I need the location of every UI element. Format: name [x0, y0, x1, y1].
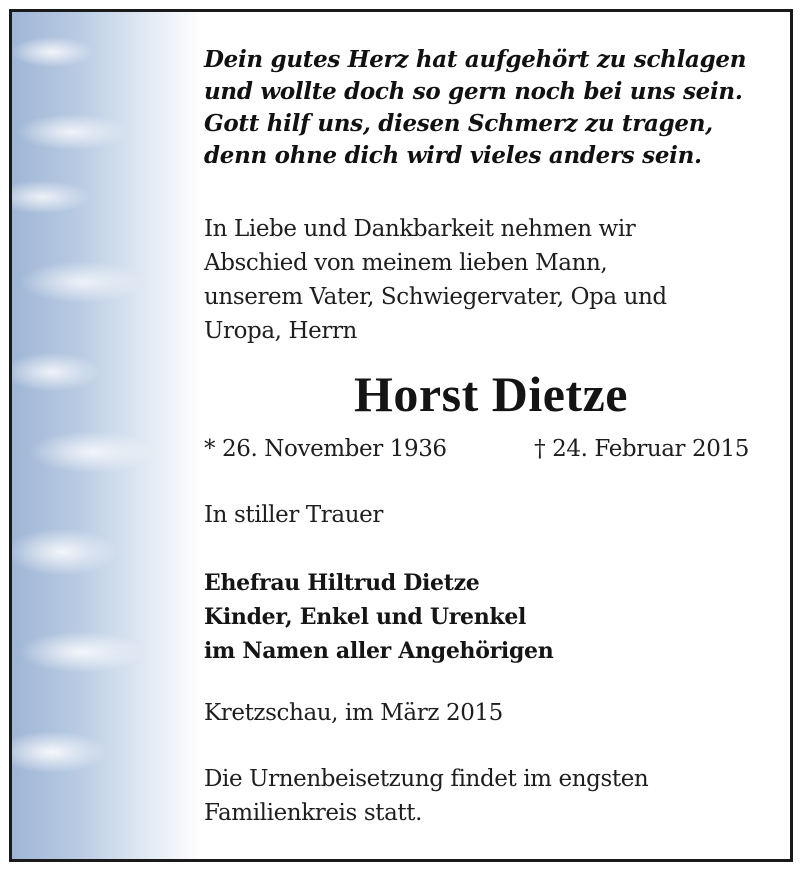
sky-background-image — [12, 12, 202, 859]
burial-line: Familienkreis statt. — [204, 800, 422, 826]
burial-line: Die Urnenbeisetzung findet im engsten — [204, 766, 649, 792]
obituary-frame — [9, 9, 793, 862]
place-date — [204, 696, 503, 730]
poem-line: denn ohne dich wird vieles anders sein. — [204, 142, 702, 169]
mourning-line: In stiller Trauer — [204, 502, 383, 528]
place-date-line: Kretzschau, im März 2015 — [204, 700, 503, 726]
burial-note — [204, 762, 648, 830]
intro-line: In Liebe und Dankbarkeit nehmen wir — [204, 216, 636, 242]
mourning-text — [204, 498, 383, 532]
family-line: im Namen aller Angehörigen — [204, 638, 554, 664]
family-line: Kinder, Enkel und Urenkel — [204, 604, 527, 630]
obituary-content — [204, 12, 790, 859]
family-line: Ehefrau Hiltrud Dietze — [204, 570, 480, 596]
poem-line: Gott hilf uns, diesen Schmerz zu tragen, — [204, 110, 713, 137]
poem-line: und wollte doch so gern noch bei uns sein. — [204, 78, 743, 105]
poem-verse — [204, 44, 746, 172]
death-date: † 24. Februar 2015 — [534, 436, 749, 462]
intro-line: Abschied von meinem lieben Mann, — [204, 250, 608, 276]
intro-line: unserem Vater, Schwiegervater, Opa und — [204, 284, 667, 310]
intro-line: Uropa, Herrn — [204, 318, 357, 344]
poem-line: Dein gutes Herz hat aufgehört zu schlagen — [204, 46, 747, 73]
deceased-name: Horst Dietze — [354, 366, 628, 422]
intro-paragraph — [204, 212, 667, 348]
birth-date: * 26. November 1936 — [204, 436, 447, 462]
family-signatures — [204, 566, 553, 668]
